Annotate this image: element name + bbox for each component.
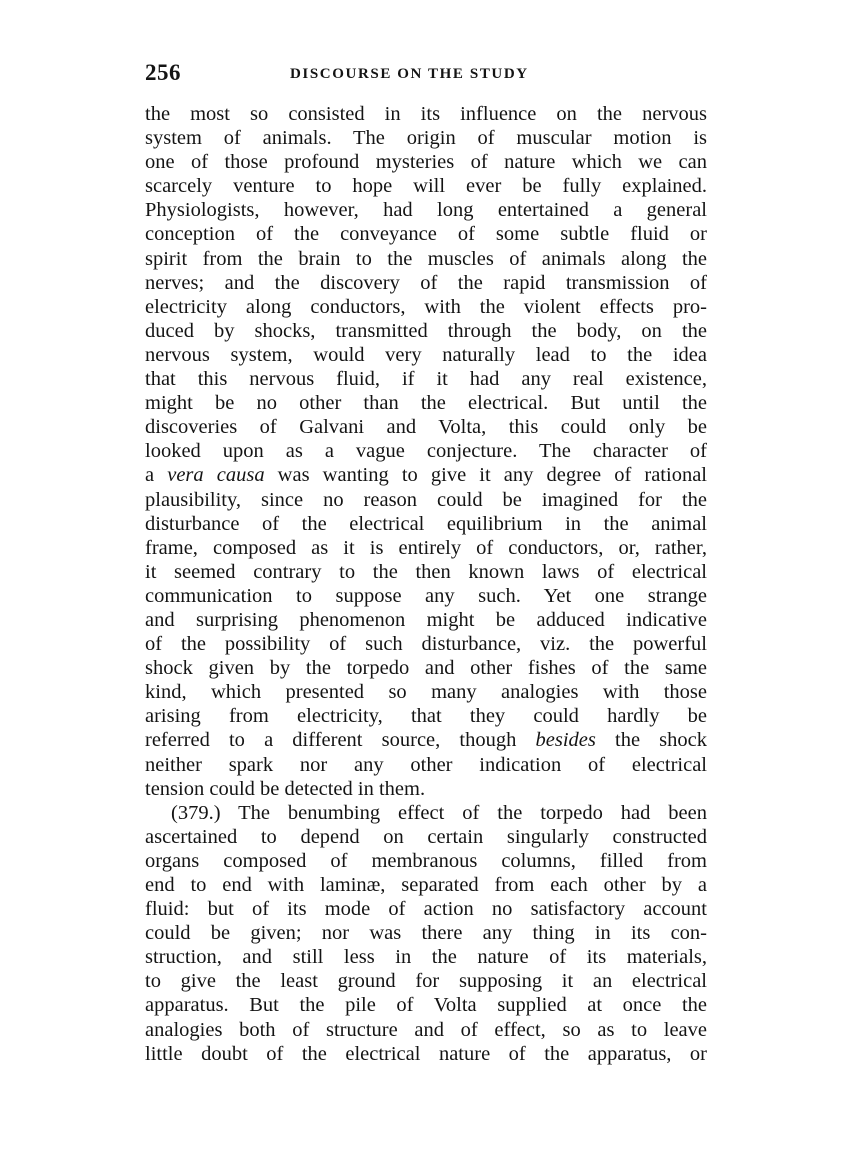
text-line: Physiologists, however, had long entertained a general — [145, 199, 707, 222]
text-line: it seemed contrary to the then known laws of electrical — [145, 560, 707, 583]
text-line: looked upon as a vague conjecture. The character of — [145, 440, 707, 463]
text-line: one of those profound mysteries of nature which we can — [145, 151, 707, 174]
running-title: DISCOURSE ON THE STUDY — [290, 66, 529, 82]
text-line: neither spark nor any other indication of electrical — [145, 753, 707, 776]
text-line: organs composed of membranous columns, filled from — [145, 849, 707, 872]
text-line: shock given by the torpedo and other fishes of the same — [145, 657, 707, 680]
text-line: could be given; nor was there any thing in its con- — [145, 922, 707, 945]
text-line: nervous system, would very naturally lead to the idea — [145, 343, 707, 366]
text-line: conception of the conveyance of some subtle fluid or — [145, 223, 707, 246]
text-line: duced by shocks, transmitted through the body, on the — [145, 319, 707, 342]
text-line: kind, which presented so many analogies with those — [145, 681, 707, 704]
text-line: to give the least ground for supposing it an electrical — [145, 970, 707, 993]
text-line: might be no other than the electrical. But until the — [145, 392, 707, 415]
book-page — [145, 60, 707, 1066]
italic-emphasis: vera causa — [167, 464, 265, 487]
running-head — [145, 60, 707, 90]
text-line: struction, and still less in the nature of its materials, — [145, 946, 707, 969]
italic-emphasis: besides — [535, 729, 596, 752]
text-line: analogies both of structure and of effect, so as to leave — [145, 1018, 707, 1041]
text-line: referred to a different source, though besides the shock — [145, 729, 708, 752]
text-line: plausibility, since no reason could be imagined for the — [145, 488, 707, 511]
text-line: and surprising phenomenon might be adduced indicative — [145, 608, 707, 631]
text-line: discoveries of Galvani and Volta, this could only be — [145, 416, 707, 439]
section-start-line: (379.) The benumbing effect of the torpedo had been — [171, 801, 707, 824]
text-line: of the possibility of such disturbance, viz. the powerful — [145, 633, 707, 656]
paragraph-end-line: tension could be detected in them. — [145, 777, 426, 800]
text-line: frame, composed as it is entirely of conductors, or, rather, — [145, 536, 707, 559]
page-number: 256 — [145, 60, 181, 85]
text-line: ascertained to depend on certain singularly constructed — [145, 825, 707, 848]
text-line: scarcely venture to hope will ever be fully explained. — [145, 175, 707, 198]
text-line: apparatus. But the pile of Volta supplied at once the — [145, 994, 707, 1017]
text-line: end to end with laminæ, separated from each other by a — [145, 874, 707, 896]
text-line: arising from electricity, that they could hardly be — [145, 705, 707, 728]
text-line: electricity along conductors, with the violent effects pro- — [145, 295, 707, 318]
text-line: fluid: but of its mode of action no satisfactory account — [145, 898, 707, 921]
text-line: little doubt of the electrical nature of the apparatus, or — [145, 1042, 707, 1065]
text-line: system of animals. The origin of muscular motion is — [145, 127, 707, 150]
text-line: spirit from the brain to the muscles of animals along the — [145, 247, 707, 270]
body-text — [145, 102, 707, 1066]
text-line: nerves; and the discovery of the rapid transmission of — [145, 271, 707, 294]
text-line: disturbance of the electrical equilibrium in the animal — [145, 512, 707, 535]
text-line: the most so consisted in its influence on the nervous — [145, 103, 707, 125]
text-line: communication to suppose any such. Yet one strange — [145, 584, 707, 607]
text-line: a vera causa was wanting to give it any degree of rational — [145, 464, 707, 487]
text-line: that this nervous fluid, if it had any real existence, — [145, 368, 707, 391]
